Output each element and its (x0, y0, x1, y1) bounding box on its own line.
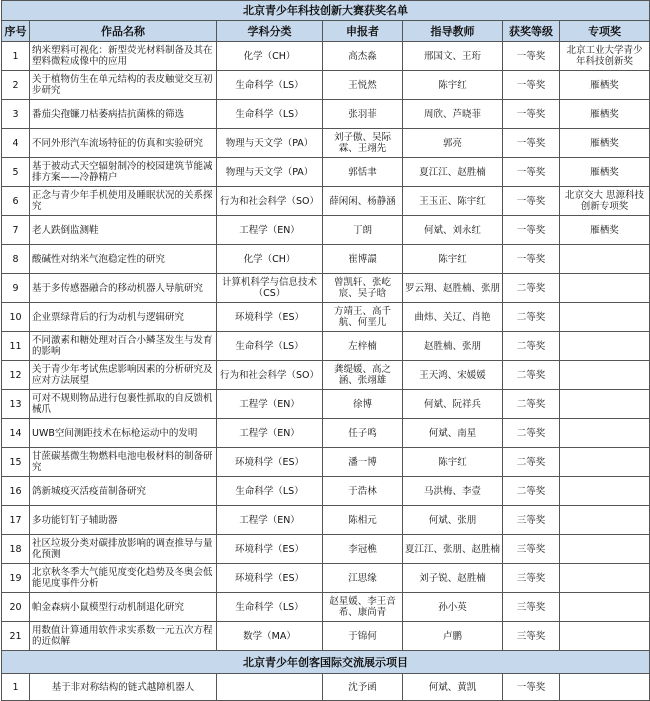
cell-name: 番茄尖孢镰刀枯萎病拮抗菌株的筛选 (30, 100, 217, 129)
cell-name: 关于青少年考试焦虑影响因素的分析研究及应对方法展望 (30, 361, 217, 390)
cell-subject: 工程学（EN） (217, 506, 323, 535)
cell-level: 二等奖 (503, 390, 560, 419)
table-title: 北京青少年科技创新大赛获奖名单 (2, 1, 650, 21)
cell-applicant: 张羽菲 (323, 100, 403, 129)
cell-level: 一等奖 (503, 100, 560, 129)
cell-teacher: 何斌、刘永红 (403, 216, 503, 245)
cell-special (560, 390, 650, 419)
header-subject: 学科分类 (217, 21, 323, 42)
table-row (2, 303, 650, 332)
cell-applicant: 丁朗 (323, 216, 403, 245)
table-row (2, 216, 650, 245)
table-row (2, 674, 650, 701)
cell-level: 二等奖 (503, 448, 560, 477)
cell-teacher: 夏江江、赵胜楠 (403, 158, 503, 187)
cell-name: 关于植物仿生在单元结构的表皮触觉交互初步研究 (30, 71, 217, 100)
cell-name: 老人跌倒监测鞋 (30, 216, 217, 245)
cell-special: 雁栖奖 (560, 158, 650, 187)
cell-applicant: 王悦然 (323, 71, 403, 100)
cell-subject: 物理与天文学（PA） (217, 129, 323, 158)
cell-teacher: 何斌、阮祥兵 (403, 390, 503, 419)
cell-name: 基于非对称结构的链式越障机器人 (30, 674, 217, 701)
cell-name: 鸽新城疫灭活疫苗制备研究 (30, 477, 217, 506)
cell-teacher: 罗云翔、赵胜楠、张朋 (403, 274, 503, 303)
cell-teacher: 曲炜、关辽、肖艳 (403, 303, 503, 332)
cell-no: 1 (2, 42, 30, 71)
cell-name: 纳米塑料可视化：新型荧光材料制备及其在塑料微粒成像中的应用 (30, 42, 217, 71)
cell-special (560, 506, 650, 535)
cell-applicant: 左梓楠 (323, 332, 403, 361)
cell-level: 三等奖 (503, 506, 560, 535)
cell-applicant: 沈予函 (323, 674, 403, 701)
header-name: 作品名称 (30, 21, 217, 42)
cell-level: 一等奖 (503, 42, 560, 71)
cell-subject: 行为和社会科学（SO） (217, 187, 323, 216)
cell-subject: 生命科学（LS） (217, 593, 323, 622)
cell-level: 一等奖 (503, 187, 560, 216)
table-row (2, 274, 650, 303)
cell-no: 5 (2, 158, 30, 187)
table-row (2, 419, 650, 448)
cell-applicant: 郭恬聿 (323, 158, 403, 187)
cell-name: 基于多传感器融合的移动机器人导航研究 (30, 274, 217, 303)
table-row (2, 390, 650, 419)
cell-no: 18 (2, 535, 30, 564)
cell-applicant: 曾凯轩、张屹宸、吴子晗 (323, 274, 403, 303)
cell-special: 雁栖奖 (560, 216, 650, 245)
cell-teacher: 周欣、芦晓菲 (403, 100, 503, 129)
cell-special: 雁栖奖 (560, 129, 650, 158)
cell-applicant: 江思缘 (323, 564, 403, 593)
cell-name: 甘蔗碳基微生物燃料电池电极材料的制备研究 (30, 448, 217, 477)
cell-special (560, 535, 650, 564)
table-row (2, 42, 650, 71)
cell-level: 二等奖 (503, 419, 560, 448)
cell-subject: 环境科学（ES） (217, 448, 323, 477)
cell-level: 二等奖 (503, 303, 560, 332)
cell-subject: 行为和社会科学（SO） (217, 361, 323, 390)
cell-special (560, 477, 650, 506)
cell-no: 12 (2, 361, 30, 390)
table-row (2, 71, 650, 100)
title-row (2, 1, 650, 21)
section-title-row (2, 651, 650, 674)
cell-level: 二等奖 (503, 274, 560, 303)
cell-no: 1 (2, 674, 30, 701)
table-row (2, 245, 650, 274)
cell-subject: 生命科学（LS） (217, 71, 323, 100)
cell-special (560, 274, 650, 303)
cell-applicant: 刘子傲、吴际霖、王翊先 (323, 129, 403, 158)
cell-teacher: 何斌、张朋 (403, 506, 503, 535)
cell-no: 13 (2, 390, 30, 419)
cell-no: 10 (2, 303, 30, 332)
cell-level: 三等奖 (503, 622, 560, 651)
cell-no: 20 (2, 593, 30, 622)
cell-no: 15 (2, 448, 30, 477)
cell-name: 用数值计算通用软件求实系数一元五次方程的近似解 (30, 622, 217, 651)
cell-special (560, 564, 650, 593)
cell-name: 基于被动式天空辐射制冷的校园建筑节能减排方案——冷静精户 (30, 158, 217, 187)
cell-name: 酸碱性对纳米气泡稳定性的研究 (30, 245, 217, 274)
cell-applicant: 于锦何 (323, 622, 403, 651)
cell-special (560, 419, 650, 448)
cell-teacher: 何斌、南星 (403, 419, 503, 448)
cell-applicant: 陈相元 (323, 506, 403, 535)
cell-teacher: 陈宇红 (403, 245, 503, 274)
cell-teacher: 郭亮 (403, 129, 503, 158)
cell-name: 多功能钉钉子辅助器 (30, 506, 217, 535)
cell-applicant: 高杰淼 (323, 42, 403, 71)
cell-teacher: 孙小英 (403, 593, 503, 622)
cell-level: 三等奖 (503, 593, 560, 622)
cell-name: 企业票绿背后的行为动机与逻辑研究 (30, 303, 217, 332)
cell-subject: 工程学（EN） (217, 390, 323, 419)
table-row (2, 448, 650, 477)
table-row (2, 100, 650, 129)
cell-special (560, 674, 650, 701)
cell-level: 一等奖 (503, 216, 560, 245)
cell-level: 一等奖 (503, 129, 560, 158)
cell-teacher: 马洪梅、李壹 (403, 477, 503, 506)
table-row (2, 187, 650, 216)
cell-teacher: 王天鸿、宋媛媛 (403, 361, 503, 390)
cell-subject: 化学（CH） (217, 42, 323, 71)
cell-level: 三等奖 (503, 535, 560, 564)
cell-teacher: 夏江江、张朋、赵胜楠 (403, 535, 503, 564)
header-teacher: 指导教师 (403, 21, 503, 42)
cell-special (560, 303, 650, 332)
cell-applicant: 潘一博 (323, 448, 403, 477)
cell-teacher: 王玉正、陈宇红 (403, 187, 503, 216)
cell-subject: 计算机科学与信息技术（CS） (217, 274, 323, 303)
header-level: 获奖等级 (503, 21, 560, 42)
cell-name: 社区垃圾分类对碳排放影响的调查推导与量化预测 (30, 535, 217, 564)
section-title: 北京青少年创客国际交流展示项目 (2, 651, 650, 674)
table-row (2, 564, 650, 593)
cell-special (560, 622, 650, 651)
table-row (2, 477, 650, 506)
cell-applicant: 薛闲闲、杨静涵 (323, 187, 403, 216)
cell-level: 三等奖 (503, 564, 560, 593)
cell-name: 不同外形汽车流场特征的仿真和实验研究 (30, 129, 217, 158)
cell-name: 可对不规则物品进行包裹性抓取的自反馈机械爪 (30, 390, 217, 419)
cell-subject: 环境科学（ES） (217, 535, 323, 564)
cell-applicant: 崔博譞 (323, 245, 403, 274)
table-row (2, 332, 650, 361)
cell-special: 北京交大 思源科技创新专项奖 (560, 187, 650, 216)
header-no: 序号 (2, 21, 30, 42)
cell-special (560, 245, 650, 274)
cell-no: 8 (2, 245, 30, 274)
table-row (2, 622, 650, 651)
cell-special (560, 448, 650, 477)
table-row (2, 129, 650, 158)
cell-applicant: 李冠樵 (323, 535, 403, 564)
cell-subject: 生命科学（LS） (217, 477, 323, 506)
cell-name: 正念与青少年手机使用及睡眠状况的关系探究 (30, 187, 217, 216)
table-row (2, 361, 650, 390)
cell-no: 7 (2, 216, 30, 245)
cell-no: 3 (2, 100, 30, 129)
cell-no: 21 (2, 622, 30, 651)
cell-no: 2 (2, 71, 30, 100)
cell-teacher: 卢鹏 (403, 622, 503, 651)
cell-level: 一等奖 (503, 674, 560, 701)
cell-level: 二等奖 (503, 361, 560, 390)
cell-level: 一等奖 (503, 71, 560, 100)
cell-applicant: 赵星媛、李王音希、康尚青 (323, 593, 403, 622)
cell-subject: 工程学（EN） (217, 216, 323, 245)
cell-applicant: 于浩林 (323, 477, 403, 506)
cell-special: 雁栖奖 (560, 100, 650, 129)
cell-applicant: 龚缇媛、高之涵、张翊雄 (323, 361, 403, 390)
cell-no: 19 (2, 564, 30, 593)
cell-teacher: 邢国文、王珩 (403, 42, 503, 71)
cell-applicant: 徐博 (323, 390, 403, 419)
cell-no: 6 (2, 187, 30, 216)
cell-subject: 环境科学（ES） (217, 303, 323, 332)
cell-subject: 生命科学（LS） (217, 332, 323, 361)
cell-subject: 生命科学（LS） (217, 100, 323, 129)
header-row (2, 21, 650, 42)
cell-no: 4 (2, 129, 30, 158)
cell-no: 16 (2, 477, 30, 506)
table-row (2, 506, 650, 535)
cell-special (560, 332, 650, 361)
cell-name: 帕金森病小鼠模型行动机制退化研究 (30, 593, 217, 622)
cell-level: 二等奖 (503, 332, 560, 361)
cell-teacher: 赵胜楠、张朋 (403, 332, 503, 361)
cell-subject: 物理与天文学（PA） (217, 158, 323, 187)
cell-special (560, 361, 650, 390)
cell-no: 9 (2, 274, 30, 303)
cell-name: UWB空间测距技术在标枪运动中的发明 (30, 419, 217, 448)
table-row (2, 158, 650, 187)
header-special: 专项奖 (560, 21, 650, 42)
cell-applicant: 方靖王、高千航、何垩儿 (323, 303, 403, 332)
table-row (2, 535, 650, 564)
cell-teacher: 刘子锐、赵胜楠 (403, 564, 503, 593)
cell-level: 一等奖 (503, 158, 560, 187)
cell-level: 一等奖 (503, 245, 560, 274)
cell-subject: 工程学（EN） (217, 419, 323, 448)
awards-table (1, 0, 650, 701)
cell-no: 17 (2, 506, 30, 535)
cell-special (560, 593, 650, 622)
cell-teacher: 何斌、黄凯 (403, 674, 503, 701)
cell-level: 二等奖 (503, 477, 560, 506)
cell-teacher: 陈宇红 (403, 71, 503, 100)
cell-no: 14 (2, 419, 30, 448)
cell-name: 北京秋冬季大气能见度变化趋势及冬奥会低能见度事件分析 (30, 564, 217, 593)
cell-subject: 化学（CH） (217, 245, 323, 274)
cell-subject: 环境科学（ES） (217, 564, 323, 593)
cell-special: 雁栖奖 (560, 71, 650, 100)
cell-name: 不同激素和糖处理对百合小鳞茎发生与发育的影响 (30, 332, 217, 361)
cell-teacher: 陈宇红 (403, 448, 503, 477)
cell-subject (217, 674, 323, 701)
table-row (2, 593, 650, 622)
cell-no: 11 (2, 332, 30, 361)
cell-subject: 数学（MA） (217, 622, 323, 651)
cell-special: 北京工业大学青少年科技创新奖 (560, 42, 650, 71)
header-applicant: 申报者 (323, 21, 403, 42)
cell-applicant: 任子鸣 (323, 419, 403, 448)
